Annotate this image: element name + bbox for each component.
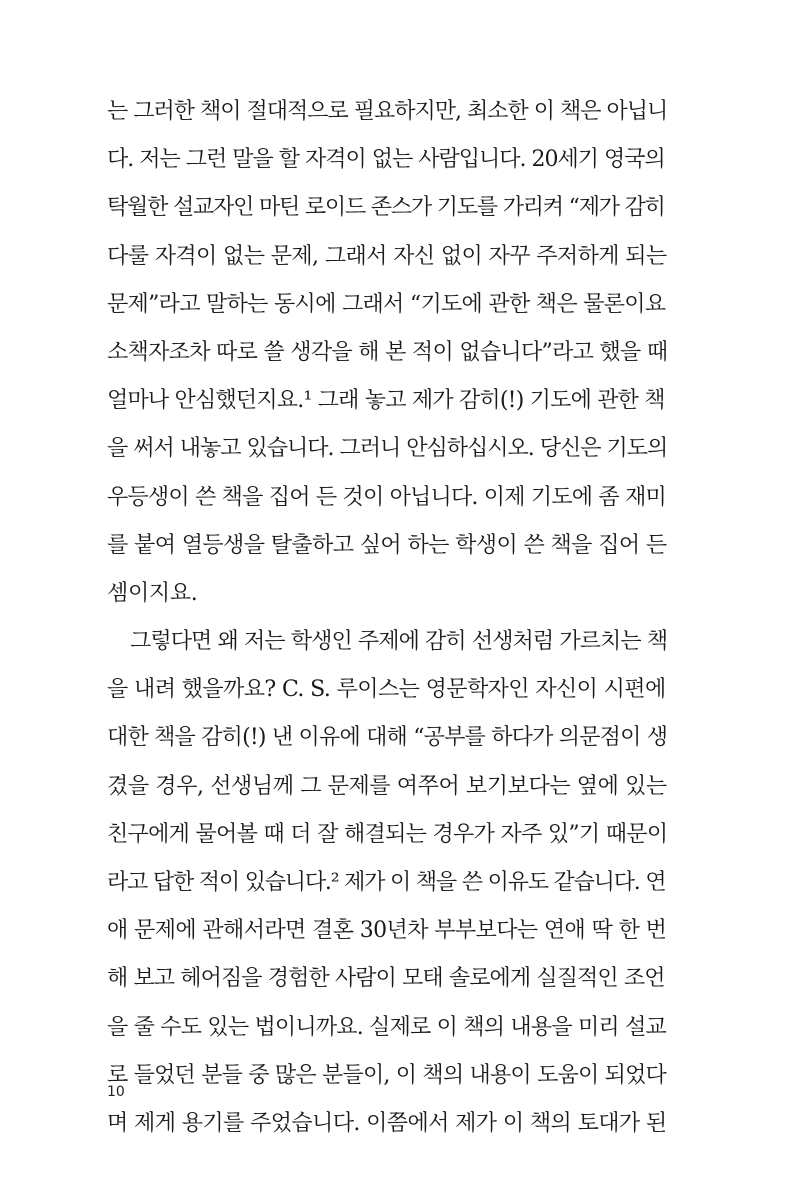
paragraph-1	[107, 88, 667, 618]
body-text	[107, 88, 667, 1148]
text-line: 얼마나 안심했던지요.¹ 그래 놓고 제가 감히(!) 기도에 관한 책	[107, 388, 665, 414]
text-line: 를 붙여 열등생을 탈출하고 싶어 하는 학생이 쓴 책을 집어 든	[107, 532, 667, 558]
text-line: 친구에게 물어볼 때 더 잘 해결되는 경우가 자주 있”기 때문이	[107, 821, 667, 847]
text-line: 소책자조차 따로 쓸 생각을 해 본 적이 없습니다”라고 했을 때	[107, 339, 667, 365]
text-line: 문제”라고 말하는 동시에 그래서 “기도에 관한 책은 물론이요	[107, 291, 666, 317]
text-line: 그렇다면 왜 저는 학생인 주제에 감히 선생처럼 가르치는 책	[130, 629, 667, 655]
text-line: 을 써서 내놓고 있습니다. 그러니 안심하십시오. 당신은 기도의	[107, 436, 667, 462]
text-line: 을 내려 했을까요? C. S. 루이스는 영문학자인 자신이 시편에	[107, 677, 666, 703]
text-line: 는 그러한 책이 절대적으로 필요하지만, 최소한 이 책은 아닙니	[107, 99, 667, 124]
paragraph-2	[107, 618, 667, 1148]
text-line: 해 보고 헤어짐을 경험한 사람이 모태 솔로에게 실질적인 조언	[107, 966, 665, 992]
text-line: 우등생이 쓴 책을 집어 든 것이 아닙니다. 이제 기도에 좀 재미	[107, 484, 666, 510]
text-line: 다룰 자격이 없는 문제, 그래서 자신 없이 자꾸 주저하게 되는	[107, 243, 667, 269]
text-line: 며 제게 용기를 주었습니다. 이쯤에서 제가 이 책의 토대가 된	[107, 1110, 667, 1136]
text-line: 겼을 경우, 선생님께 그 문제를 여쭈어 보기보다는 옆에 있는	[107, 773, 667, 799]
text-line: 셈이지요.	[107, 580, 198, 606]
page-number: 10	[107, 1084, 125, 1100]
text-line: 다. 저는 그런 말을 할 자격이 없는 사람입니다. 20세기 영국의	[107, 147, 665, 173]
text-line: 탁월한 설교자인 마틴 로이드 존스가 기도를 가리켜 “제가 감히	[107, 195, 665, 221]
text-line: 라고 답한 적이 있습니다.² 제가 이 책을 쓴 이유도 같습니다. 연	[107, 870, 666, 895]
text-line: 을 줄 수도 있는 법이니까요. 실제로 이 책의 내용을 미리 설교	[107, 1014, 666, 1040]
text-line: 애 문제에 관해서라면 결혼 30년차 부부보다는 연애 딱 한 번	[107, 918, 667, 944]
text-line: 로 들었던 분들 중 많은 분들이, 이 책의 내용이 도움이 되었다	[107, 1062, 666, 1088]
text-line: 대한 책을 감히(!) 낸 이유에 대해 “공부를 하다가 의문점이 생	[107, 725, 667, 751]
